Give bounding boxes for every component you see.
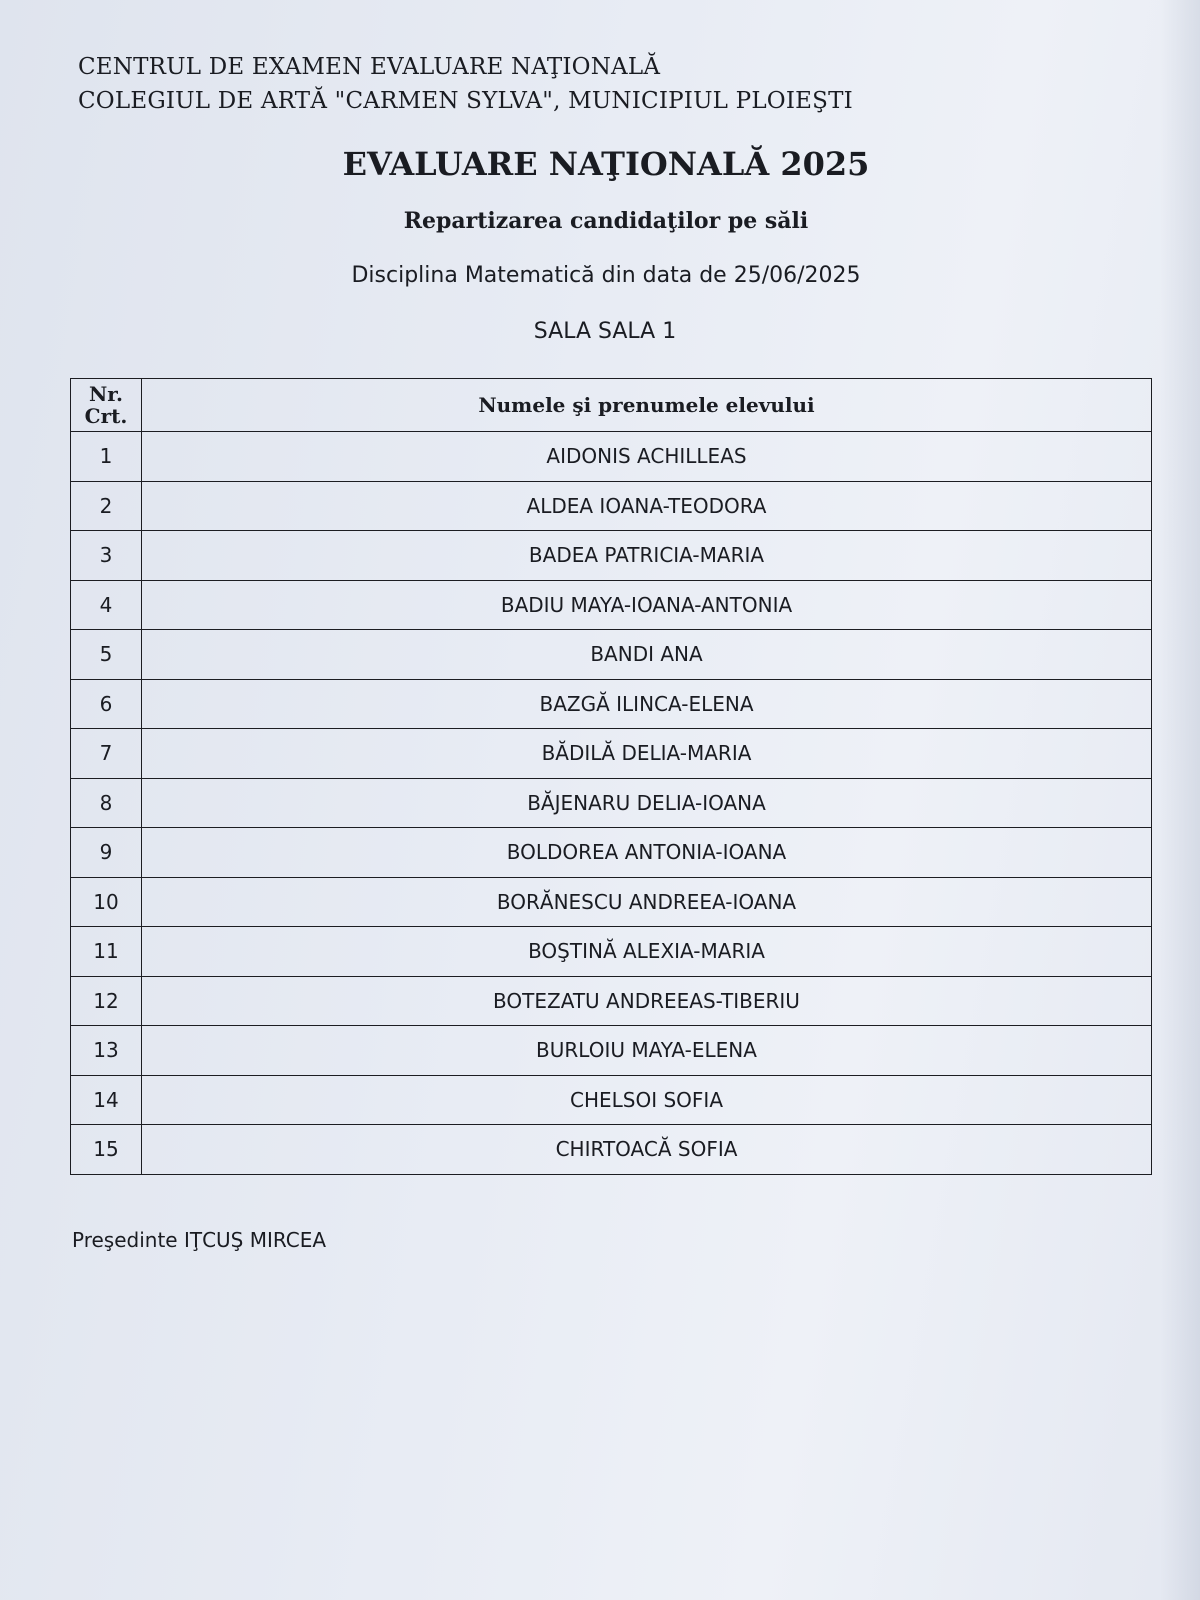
- table-row: [71, 1026, 1152, 1076]
- row-number: 12: [71, 976, 142, 1026]
- row-number: 13: [71, 1026, 142, 1076]
- column-header-nr-line1: Nr.: [89, 382, 123, 406]
- student-name: CHIRTOACĂ SOFIA: [142, 1125, 1152, 1175]
- table-body: [71, 432, 1152, 1175]
- student-name: BOŞTINĂ ALEXIA-MARIA: [142, 927, 1152, 977]
- table-row: [71, 1075, 1152, 1125]
- table-row: [71, 630, 1152, 680]
- table-row: [71, 877, 1152, 927]
- discipline-date: Disciplina Matematică din data de 25/06/2025: [351, 263, 861, 288]
- row-number: 14: [71, 1075, 142, 1125]
- header-institution: [78, 50, 853, 118]
- table-row: [71, 679, 1152, 729]
- school-name: COLEGIUL DE ARTĂ "CARMEN SYLVA", MUNICIPIUL PLOIEŞTI: [78, 88, 853, 114]
- row-number: 11: [71, 927, 142, 977]
- table-header-row: [71, 379, 1152, 432]
- student-name: BOLDOREA ANTONIA-IOANA: [142, 828, 1152, 878]
- exam-center-name: CENTRUL DE EXAMEN EVALUARE NAŢIONALĂ: [78, 54, 661, 80]
- row-number: 3: [71, 531, 142, 581]
- row-number: 4: [71, 580, 142, 630]
- row-number: 15: [71, 1125, 142, 1175]
- president-signature-line: Preşedinte IŢCUŞ MIRCEA: [72, 1228, 327, 1252]
- student-name: BADEA PATRICIA-MARIA: [142, 531, 1152, 581]
- row-number: 6: [71, 679, 142, 729]
- student-name: BORĂNESCU ANDREEA-IOANA: [142, 877, 1152, 927]
- row-number: 5: [71, 630, 142, 680]
- table-row: [71, 531, 1152, 581]
- row-number: 2: [71, 481, 142, 531]
- column-header-nr: [71, 379, 142, 432]
- row-number: 1: [71, 432, 142, 482]
- column-header-name: Numele şi prenumele elevului: [142, 379, 1152, 432]
- document-title: EVALUARE NAŢIONALĂ 2025: [342, 145, 870, 183]
- students-table: [70, 378, 1152, 1175]
- student-name: BOTEZATU ANDREEAS-TIBERIU: [142, 976, 1152, 1026]
- student-name: BĂDILĂ DELIA-MARIA: [142, 729, 1152, 779]
- table-row: [71, 432, 1152, 482]
- student-name: AIDONIS ACHILLEAS: [142, 432, 1152, 482]
- table-row: [71, 927, 1152, 977]
- room-label: SALA SALA 1: [533, 319, 677, 344]
- row-number: 7: [71, 729, 142, 779]
- table-row: [71, 976, 1152, 1026]
- row-number: 9: [71, 828, 142, 878]
- table-row: [71, 729, 1152, 779]
- student-name: CHELSOI SOFIA: [142, 1075, 1152, 1125]
- column-header-nr-line2: Crt.: [84, 404, 128, 428]
- student-name: BAZGĂ ILINCA-ELENA: [142, 679, 1152, 729]
- table-row: [71, 481, 1152, 531]
- table-row: [71, 1125, 1152, 1175]
- table-row: [71, 778, 1152, 828]
- row-number: 10: [71, 877, 142, 927]
- table-row: [71, 828, 1152, 878]
- student-name: BADIU MAYA-IOANA-ANTONIA: [142, 580, 1152, 630]
- table-row: [71, 580, 1152, 630]
- document-subtitle: Repartizarea candidaţilor pe săli: [403, 208, 809, 234]
- row-number: 8: [71, 778, 142, 828]
- student-name: BANDI ANA: [142, 630, 1152, 680]
- student-name: BURLOIU MAYA-ELENA: [142, 1026, 1152, 1076]
- student-name: BĂJENARU DELIA-IOANA: [142, 778, 1152, 828]
- student-name: ALDEA IOANA-TEODORA: [142, 481, 1152, 531]
